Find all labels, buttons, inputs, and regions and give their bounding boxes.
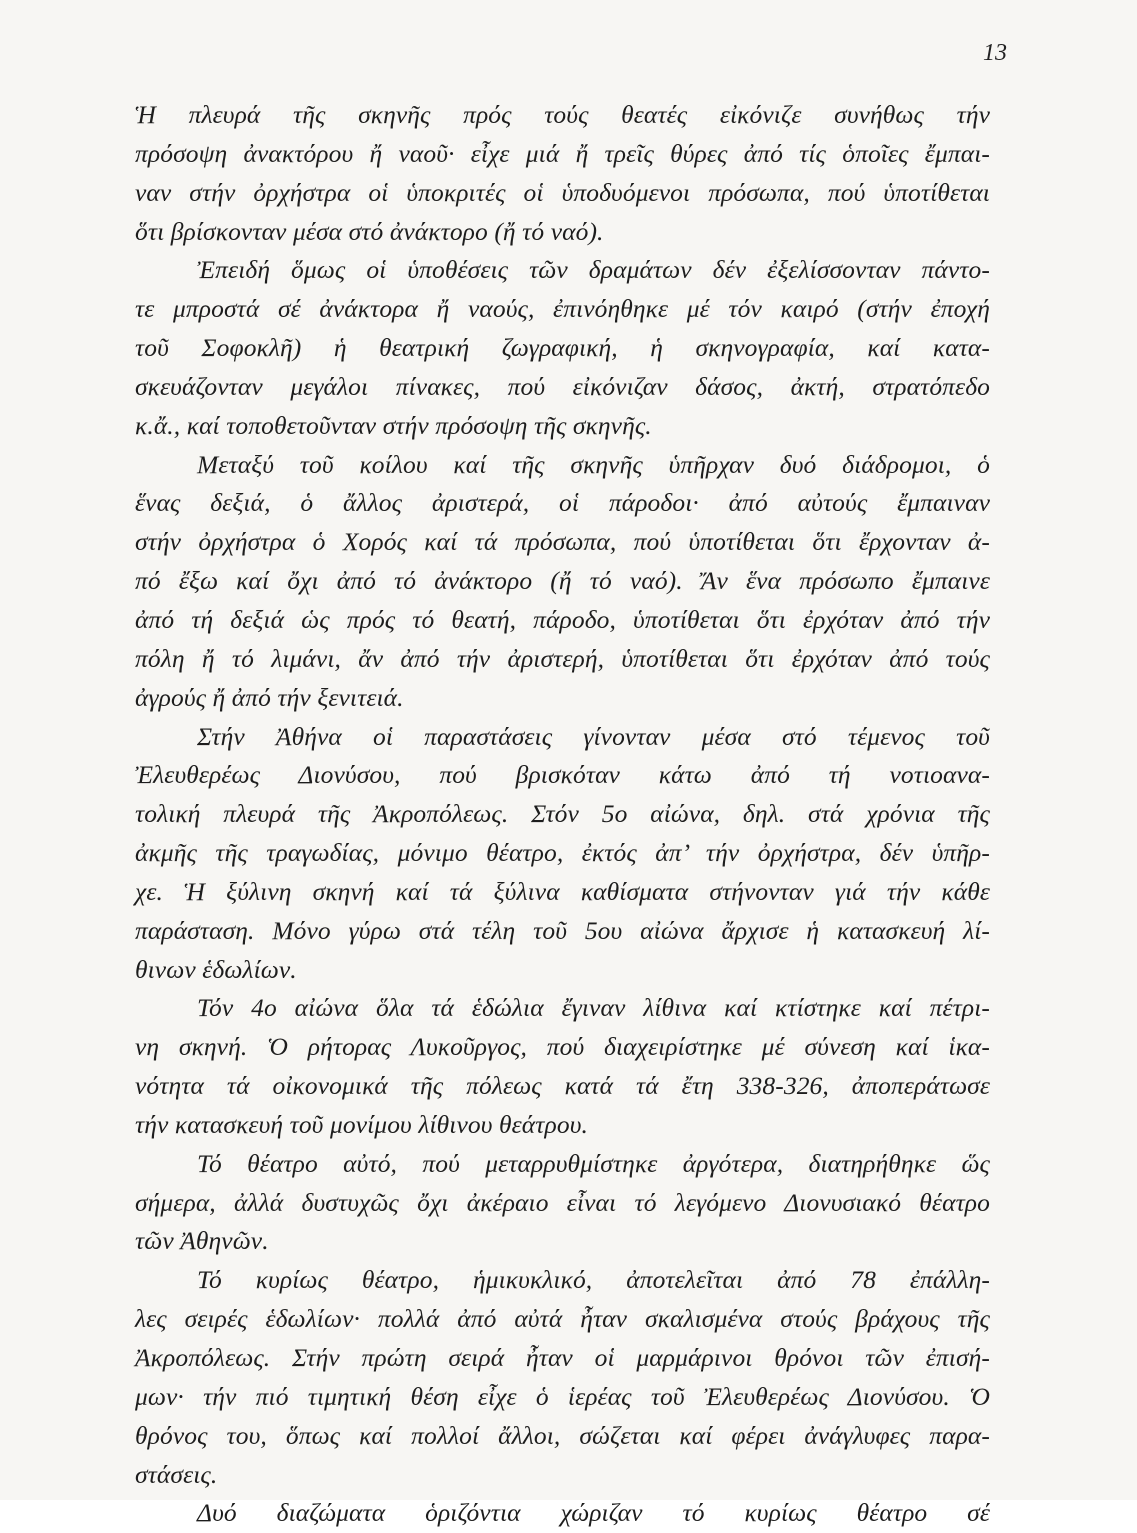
text-line: σήμερα, ἀλλά δυστυχῶς ὄχι ἀκέραιο εἶναι τό λεγόμενο Διονυσιακό θέατρο — [135, 1187, 990, 1217]
text-line: ὅτι βρίσκονταν μέσα στό ἀνάκτορο (ἤ τό ναό). — [135, 216, 604, 246]
text-line: νότητα τά οἰκονομικά τῆς πόλεως κατά τά ἔτη 338-326, ἀποπεράτωσε — [135, 1071, 990, 1101]
text-line: Στήν Ἀθήνα οἱ παραστάσεις γίνονταν μέσα στό τέμενος τοῦ — [197, 721, 990, 751]
text-line: ἀπό τή δεξιά ὡς πρός τό θεατή, πάροδο, ὑποτίθεται ὅτι ἐρχόταν ἀπό τήν — [135, 604, 990, 634]
text-line: σκευάζονταν μεγάλοι πίνακες, πού εἰκόνιζαν δάσος, ἀκτή, στρατόπεδο — [135, 371, 990, 401]
text-line: τε μπροστά σέ ἀνάκτορα ἤ ναούς, ἐπινόηθηκε μέ τόν καιρό (στήν ἐποχή — [135, 294, 990, 324]
text-line: πόλη ἤ τό λιμάνι, ἄν ἀπό τήν ἀριστερή, ὑποτίθεται ὅτι ἐρχόταν ἀπό τούς — [135, 643, 990, 673]
text-line: θρόνος του, ὅπως καί πολλοί ἄλλοι, σώζεται καί φέρει ἀνάγλυφες παρα- — [135, 1420, 990, 1450]
text-line: Ἡ πλευρά τῆς σκηνῆς πρός τούς θεατές εἰκόνιζε συνήθως τήν — [135, 100, 990, 129]
text-line: θινων ἑδωλίων. — [135, 954, 297, 984]
text-line: Μεταξύ τοῦ κοίλου καί τῆς σκηνῆς ὑπῆρχαν δυό διάδρομοι, ὁ — [197, 449, 990, 479]
text-line: παράσταση. Μόνο γύρω στά τέλη τοῦ 5ου αἰώνα ἄρχισε ἡ κατασκευή λί- — [135, 915, 990, 945]
page-number: 13 — [983, 40, 1007, 66]
text-line: ναν στήν ὀρχήστρα οἱ ὑποκριτές οἱ ὑποδυόμενοι πρόσωπα, πού ὑποτίθεται — [135, 177, 990, 207]
text-line: Τόν 4ο αἰώνα ὅλα τά ἑδώλια ἔγιναν λίθινα καί κτίστηκε καί πέτρι- — [197, 993, 990, 1023]
text-line: Τό κυρίως θέατρο, ἡμικυκλικό, ἀποτελεῖται ἀπό 78 ἐπάλλη- — [197, 1265, 990, 1295]
text-line: στήν ὀρχήστρα ὁ Χορός καί τά πρόσωπα, πού ὑποτίθεται ὅτι ἔρχονταν ἀ- — [135, 527, 990, 557]
text-line: τοῦ Σοφοκλῆ) ἡ θεατρική ζωγραφική, ἡ σκηνογραφία, καί κατα- — [135, 333, 990, 363]
text-line: Ἐλευθερέως Διονύσου, πού βρισκόταν κάτω ἀπό τή νοτιοανα- — [135, 760, 990, 790]
text-line: νη σκηνή. Ὁ ρήτορας Λυκοῦργος, πού διαχειρίστηκε μέ σύνεση καί ἱκα- — [135, 1032, 990, 1062]
text-line: μων· τήν πιό τιμητική θέση εἶχε ὁ ἱερέας τοῦ Ἐλευθερέως Διονύσου. Ὁ — [135, 1381, 990, 1411]
text-line: τολική πλευρά τῆς Ἀκροπόλεως. Στόν 5ο αἰώνα, δηλ. στά χρόνια τῆς — [135, 799, 990, 829]
text-line: τήν κατασκευή τοῦ μονίμου λίθινου θεάτρου. — [135, 1109, 588, 1139]
text-line: ἕνας δεξιά, ὁ ἄλλος ἀριστερά, οἱ πάροδοι· ἀπό αὐτούς ἔμπαιναν — [135, 488, 990, 518]
text-line: ἀκμῆς τῆς τραγωδίας, μόνιμο θέατρο, ἐκτός ἀπ’ τήν ὀρχήστρα, δέν ὑπῆρ- — [135, 838, 990, 868]
text-line: κ.ἄ., καί τοποθετοῦνταν στήν πρόσοψη τῆς σκηνῆς. — [135, 410, 652, 440]
text-line: ἀγρούς ἤ ἀπό τήν ξενιτειά. — [135, 682, 404, 712]
text-line: Ἐπειδή ὅμως οἱ ὑποθέσεις τῶν δραμάτων δέν ἐξελίσσονταν πάντο- — [197, 255, 990, 285]
text-line: Ἀκροπόλεως. Στήν πρώτη σειρά ἦταν οἱ μαρμάρινοι θρόνοι τῶν ἐπισή- — [135, 1343, 990, 1372]
text-line: στάσεις. — [135, 1459, 218, 1489]
text-line: τῶν Ἀθηνῶν. — [135, 1226, 269, 1256]
body-text — [135, 96, 990, 1533]
text-line: πρόσοψη ἀνακτόρου ἤ ναοῦ· εἶχε μιά ἤ τρεῖς θύρες ἀπό τίς ὁποῖες ἔμπαι- — [135, 138, 990, 168]
text-line: Τό θέατρο αὐτό, πού μεταρρυθμίστηκε ἀργότερα, διατηρήθηκε ὥς — [197, 1148, 990, 1178]
text-line: πό ἔξω καί ὄχι ἀπό τό ἀνάκτορο (ἤ τό ναό). Ἄν ἕνα πρόσωπο ἔμπαινε — [135, 566, 990, 596]
text-line: χε. Ἡ ξύλινη σκηνή καί τά ξύλινα καθίσματα στήνονταν γιά τήν κάθε — [135, 876, 990, 906]
text-line: Δυό διαζώματα ὁριζόντια χώριζαν τό κυρίως θέατρο σέ — [197, 1498, 990, 1528]
text-line: λες σειρές ἑδωλίων· πολλά ἀπό αὐτά ἦταν σκαλισμένα στούς βράχους τῆς — [135, 1304, 990, 1334]
